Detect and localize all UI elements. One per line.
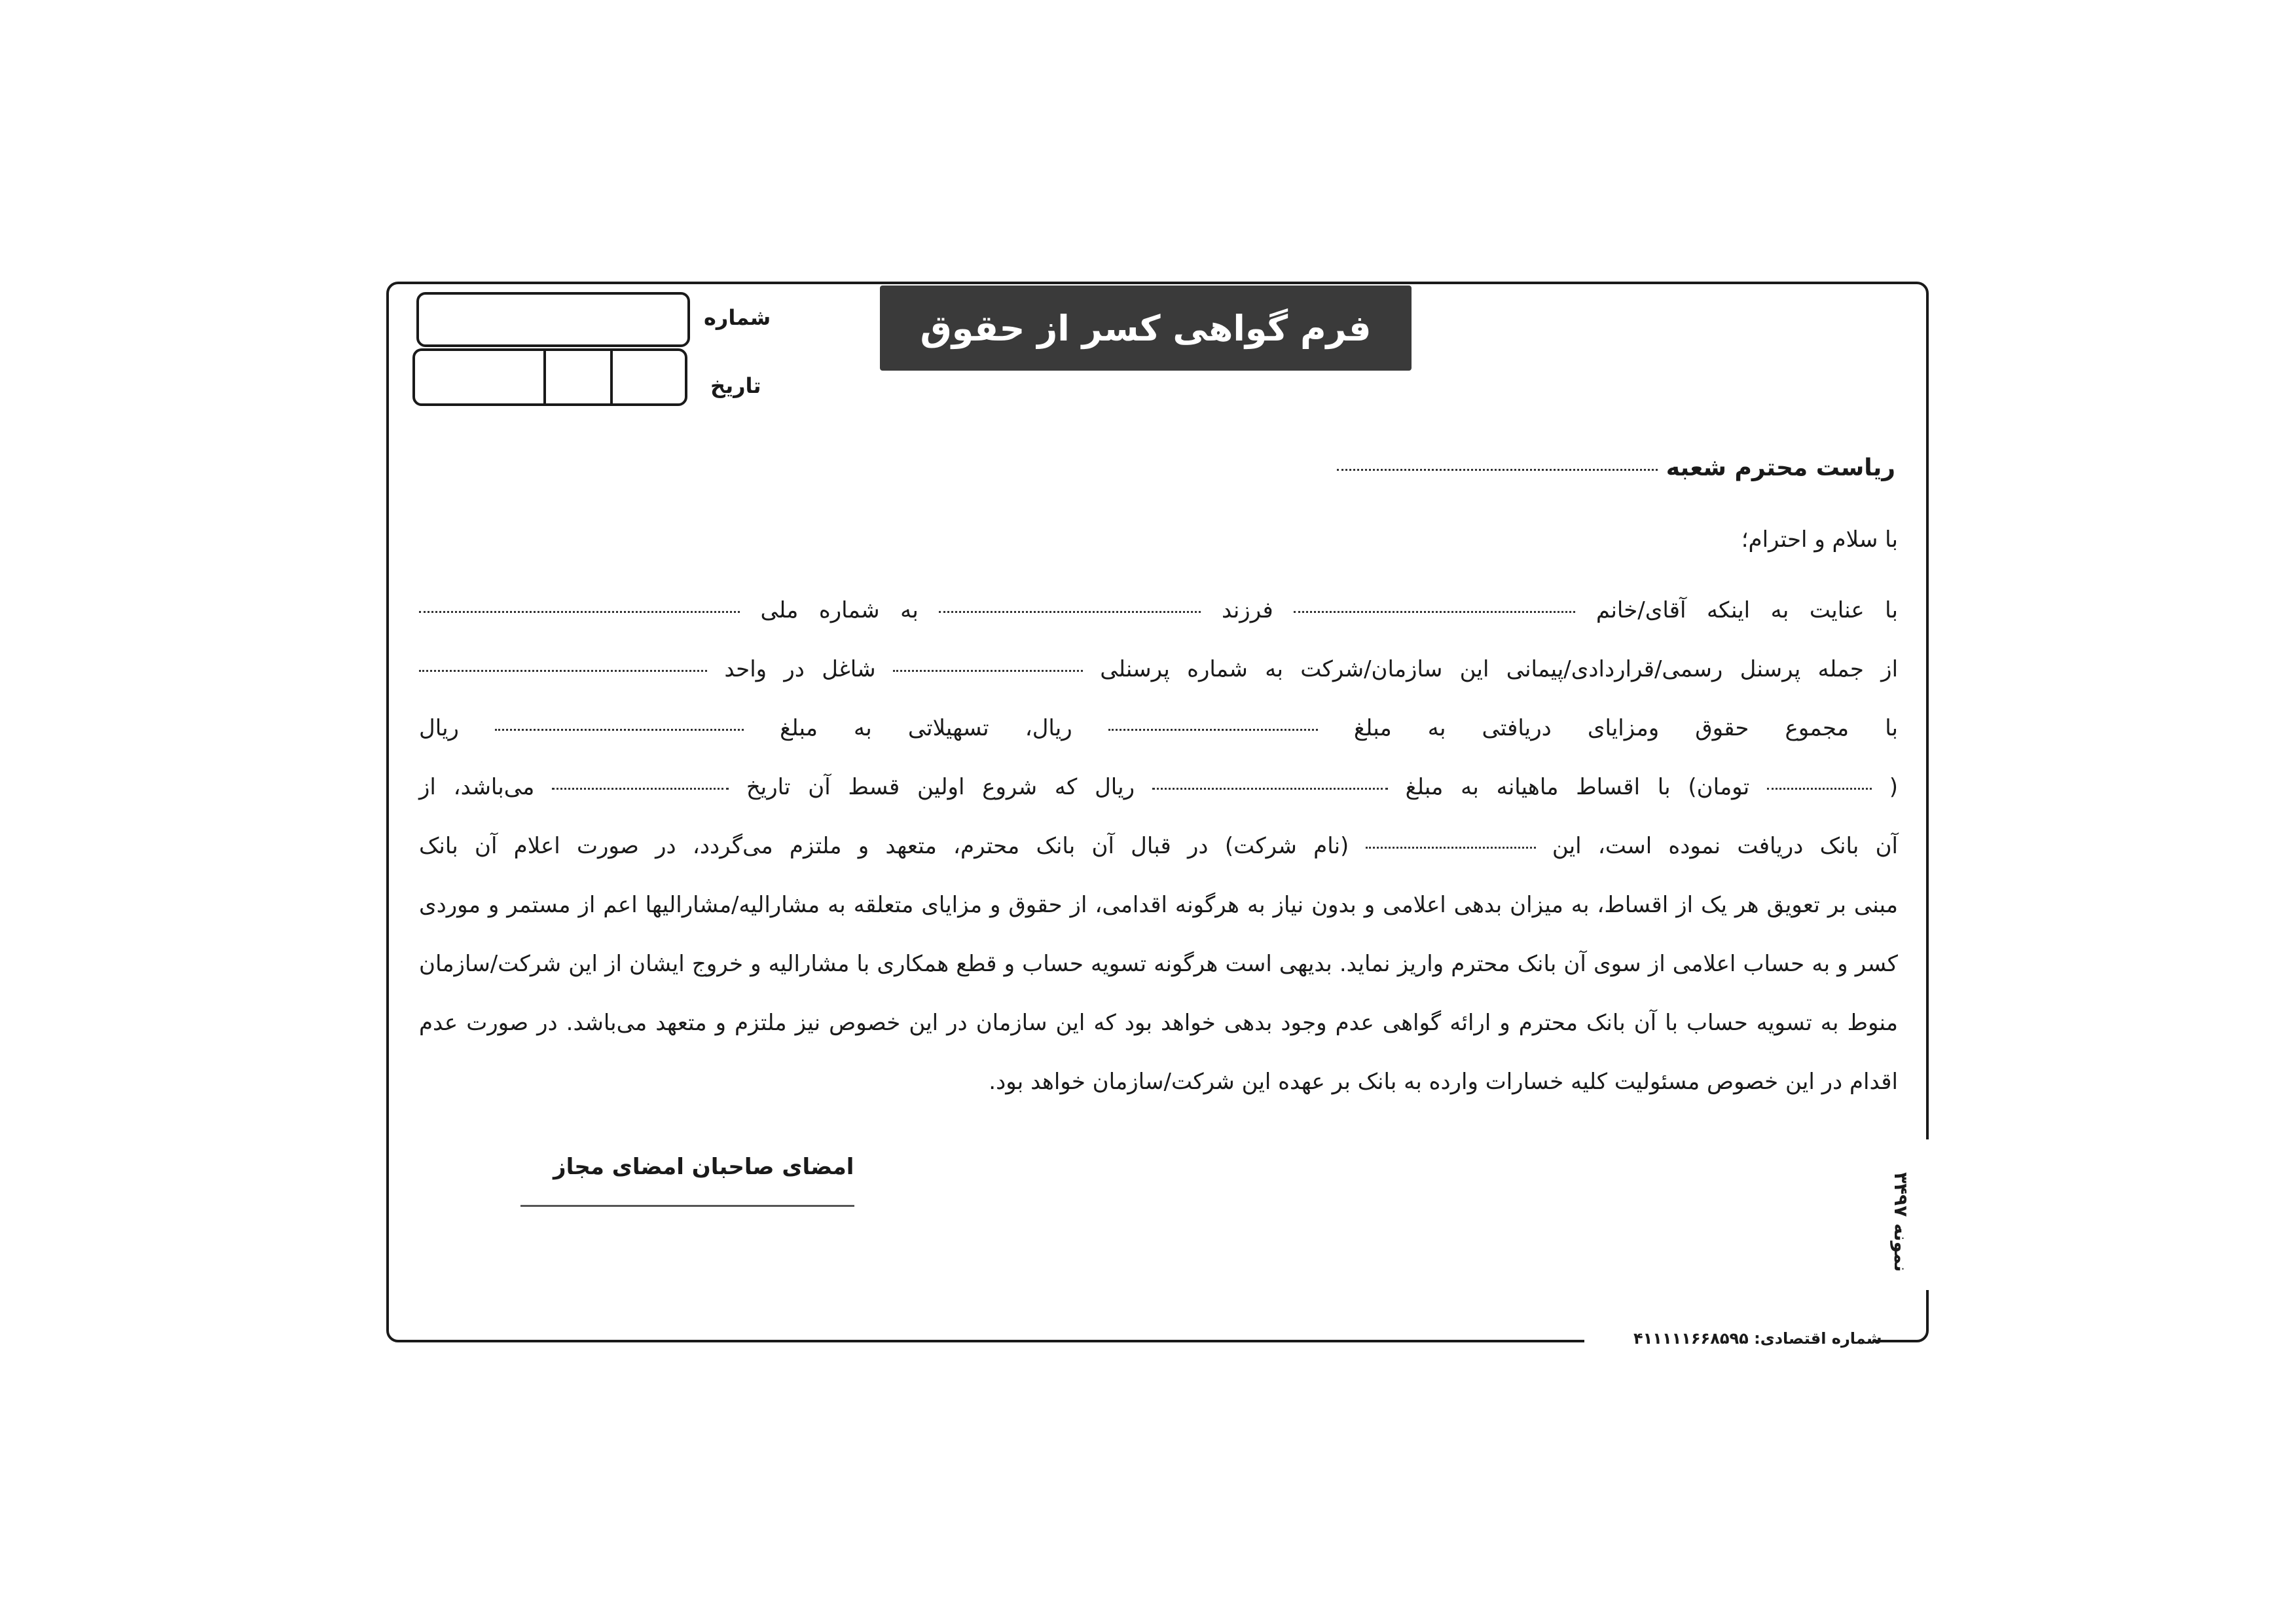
line4-text-a: ( xyxy=(1889,774,1898,800)
line1-text-c: به شماره ملی xyxy=(760,597,919,623)
unit-blank[interactable] xyxy=(419,669,707,672)
line1-text-b: فرزند xyxy=(1221,597,1273,623)
form-frame xyxy=(386,282,1929,1342)
date-field[interactable] xyxy=(412,348,687,406)
body-line-4 xyxy=(419,774,1898,800)
line5-text-a: آن بانک دریافت نموده است، این xyxy=(1552,833,1898,859)
date-field-divider xyxy=(543,351,546,403)
personnel-number-blank[interactable] xyxy=(893,669,1083,672)
company-name-blank[interactable] xyxy=(1366,845,1536,849)
line1-text-a: با عنایت به اینکه آقای/خانم xyxy=(1595,597,1899,623)
line3-text-a: با مجموع حقوق ومزایای دریافتی به مبلغ xyxy=(1353,715,1899,741)
salutation-text: ریاست محترم شعبه xyxy=(1666,454,1895,481)
signature-line[interactable] xyxy=(520,1205,854,1207)
start-date-blank[interactable] xyxy=(552,786,729,790)
line3-text-b: ریال، تسهیلاتی به مبلغ xyxy=(780,715,1072,741)
line2-text-a: از جمله پرسنل رسمی/قراردادی/پیمانی این سازمان/شرکت به شماره پرسنلی xyxy=(1100,656,1899,682)
line5-text-b: (نام شرکت) در قبال آن بانک محترم، متعهد و ملتزم می‌گردد، در صورت اعلام آن بانک xyxy=(419,833,1349,859)
economic-number: شماره اقتصادی: ۴۱۱۱۱۱۶۶۸۵۹۵ xyxy=(1633,1329,1882,1348)
body-line-2 xyxy=(419,656,1898,682)
loan-amount-blank[interactable] xyxy=(495,728,744,731)
date-field-divider xyxy=(610,351,613,403)
form-code: نمونه ۳۴۹۷ xyxy=(1890,1172,1912,1272)
line2-text-b: شاغل در واحد xyxy=(724,656,876,682)
salutation-heading xyxy=(1337,454,1895,481)
national-id-blank[interactable] xyxy=(419,610,740,613)
salary-amount-blank[interactable] xyxy=(1108,728,1318,731)
number-label: شماره xyxy=(704,305,771,330)
installment-amount-blank[interactable] xyxy=(1152,786,1388,790)
frame-gap-right xyxy=(1922,1139,1934,1290)
line3-text-c: ریال xyxy=(419,715,459,741)
toman-amount-blank[interactable] xyxy=(1767,786,1872,790)
date-label: تاریخ xyxy=(710,373,761,398)
greeting: با سلام و احترام؛ xyxy=(1741,526,1898,553)
branch-blank[interactable] xyxy=(1337,468,1658,471)
paragraph-line-1: مبنی بر تعویق هر یک از اقساط، به میزان بدهی اعلامی و بدون نیاز به هرگونه اقدامی، از حقوق و مزایای متعلقه به مشارالیه/مشارالیها اعم از مستمر و موردی xyxy=(419,892,1898,918)
paragraph-line-2: کسر و به حساب اعلامی از سوی آن بانک محترم واریز نماید. بدیهی است هرگونه تسویه حساب و قطع همکاری با مشارالیه و خروج ایشان از این شرکت/سازمان xyxy=(419,951,1898,977)
body-line-1 xyxy=(419,597,1898,623)
father-name-blank[interactable] xyxy=(939,610,1201,613)
paragraph-line-3: منوط به تسویه حساب با آن بانک محترم و ارائه گواهی عدم وجود بدهی خواهد بود که این سازمان در این خصوص نیز ملتزم و متعهد می‌باشد. در صورت عدم xyxy=(419,1010,1898,1036)
line4-text-c: ریال که شروع اولین قسط آن تاریخ xyxy=(746,774,1135,800)
line4-text-d: می‌باشد، از xyxy=(419,774,535,800)
paragraph-line-4: اقدام در این خصوص مسئولیت کلیه خسارات وارده به بانک بر عهده این شرکت/سازمان خواهد بود. xyxy=(989,1069,1898,1095)
body-line-5 xyxy=(419,833,1898,859)
number-field[interactable] xyxy=(416,292,690,347)
body-line-3 xyxy=(419,715,1898,741)
line4-text-b: تومان) با اقساط ماهیانه به مبلغ xyxy=(1405,774,1750,800)
form-title: فرم گواهی کسر از حقوق xyxy=(880,286,1412,371)
name-blank[interactable] xyxy=(1294,610,1575,613)
signature-label: امضای صاحبان امضای مجاز xyxy=(553,1154,854,1180)
